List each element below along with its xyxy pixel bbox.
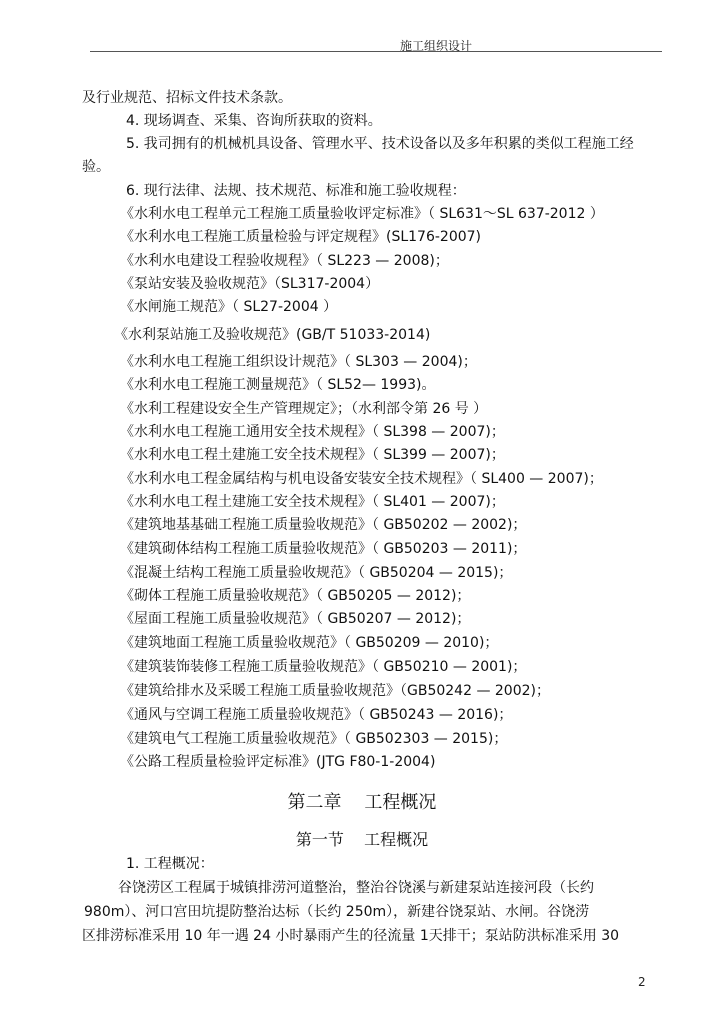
- standard-item: 《建筑给排水及采暖工程施工质量验收规范》（GB50242 — 2002)；: [120, 683, 550, 699]
- standard-item: 《泵站安装及验收规范》（SL317-2004）: [120, 276, 380, 292]
- body-line: 1. 工程概况：: [126, 856, 214, 872]
- standard-item: 《通风与空调工程施工质量验收规范》（ GB50243 — 2016)；: [120, 707, 513, 723]
- standard-item: 《水利水电工程施工测量规范》（ SL52— 1993)。: [120, 377, 436, 393]
- standard-item: 《水利水电工程施工质量检验与评定规程》(SL176-2007): [120, 229, 482, 245]
- section-title: 第一节 工程概况: [295, 830, 429, 849]
- standard-item: 《水利水电工程金属结构与机电设备安装安全技术规程》（ SL400 — 2007)；: [120, 471, 603, 487]
- standard-item: 《水利水电建设工程验收规程》（ SL223 — 2008)；: [120, 253, 449, 269]
- standard-item: 《建筑地基基础工程施工质量验收规范》（ GB50202 — 2002)；: [120, 517, 527, 533]
- body-line: 谷饶涝区工程属于城镇排涝河道整治，整治谷饶溪与新建泵站连接河段（长约: [118, 880, 594, 896]
- standard-item: 《建筑砌体结构工程施工质量验收规范》（ GB50203 — 2011)；: [120, 541, 527, 557]
- body-line: 及行业规范、招标文件技术条款。: [82, 90, 292, 106]
- standard-item: 《建筑装饰装修工程施工质量验收规范》（ GB50210 — 2001)；: [120, 659, 527, 675]
- standard-item: 《水利泵站施工及验收规范》(GB/T 51033-2014): [114, 327, 431, 343]
- body-line: 5. 我司拥有的机械机具设备、管理水平、技术设备以及多年积累的类似工程施工经: [126, 136, 634, 152]
- header-title: 施工组织设计: [400, 39, 473, 53]
- standard-item: 《砌体工程施工质量验收规范》（ GB50205 — 2012)；: [120, 588, 471, 604]
- body-line: 4. 现场调查、采集、咨询所获取的资料。: [126, 113, 382, 129]
- body-line: 区排涝标准采用 10 年一遇 24 小时暴雨产生的径流量 1天排干；泵站防洪标准采用 30: [82, 928, 620, 944]
- standard-item: 《建筑电气工程施工质量验收规范》（ GB502303 — 2015)；: [120, 731, 508, 747]
- standard-item: 《建筑地面工程施工质量验收规范》（ GB50209 — 2010)；: [120, 635, 499, 651]
- standard-item: 《屋面工程施工质量验收规范》（ GB50207 — 2012)；: [120, 611, 471, 627]
- header-rule: [90, 51, 662, 52]
- standard-item: 《水利水电工程施工通用安全技术规程》（ SL398 — 2007)；: [120, 424, 505, 440]
- standard-item: 《混凝土结构工程施工质量验收规范》（ GB50204 — 2015)；: [120, 565, 513, 581]
- standard-item: 《水利工程建设安全生产管理规定》；（水利部令第 26 号 ）: [120, 401, 488, 417]
- standard-item: 《水利水电工程土建施工安全技术规程》（ SL401 — 2007)；: [120, 494, 505, 510]
- standard-item: 《水闸施工规范》（ SL27-2004 ）: [120, 299, 338, 315]
- body-line: 6. 现行法律、法规、技术规范、标准和施工验收规程：: [126, 183, 466, 199]
- standard-item: 《水利水电工程土建施工安全技术规程》（ SL399 — 2007)；: [120, 447, 505, 463]
- body-line: 980m）、河口宫田坑提防整治达标（长约 250m），新建谷饶泵站、水闸。谷饶涝: [84, 904, 590, 920]
- standard-item: 《水利水电工程单元工程施工质量验收评定标准》（ SL631～SL 637-2012 ）: [120, 206, 604, 222]
- page-number: 2: [638, 975, 646, 989]
- standard-item: 《水利水电工程施工组织设计规范》（ SL303 — 2004)；: [120, 354, 477, 370]
- body-line: 验。: [82, 159, 110, 175]
- chapter-title: 第二章 工程概况: [287, 792, 437, 813]
- standard-item: 《公路工程质量检验评定标准》(JTG F80-1-2004): [120, 754, 436, 770]
